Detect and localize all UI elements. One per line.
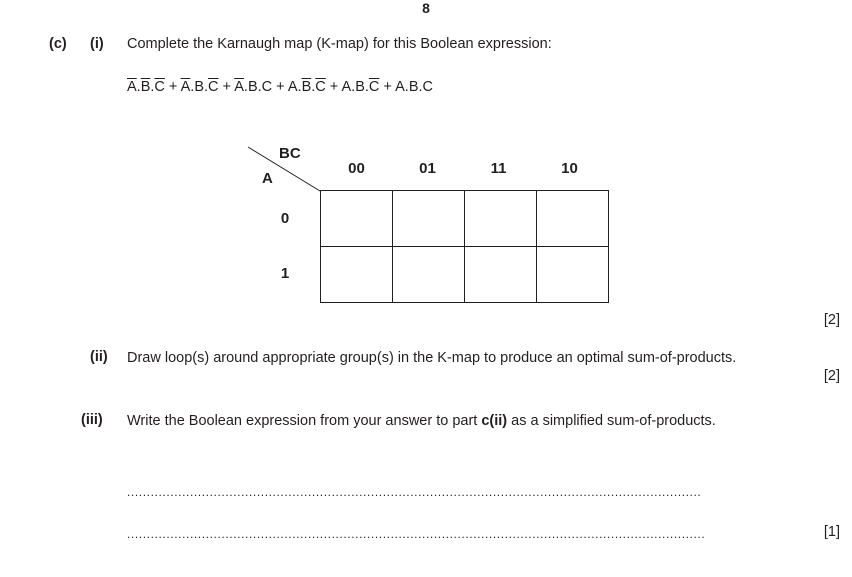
plus-operator: + <box>164 79 181 95</box>
variable-a: $\overline{A}$ <box>234 79 244 95</box>
and-dot: . <box>136 79 141 95</box>
variable-a: A <box>395 79 405 95</box>
variable-c: C <box>261 79 273 95</box>
and-dot: . <box>243 79 248 95</box>
variable-c: $\overline{C}$ <box>154 79 165 95</box>
kmap-row-1 <box>321 247 609 303</box>
sub-ii-marks: [2] <box>823 368 840 384</box>
plus-operator: + <box>272 79 288 95</box>
answer-line-2[interactable]: ................................................................................................................................................... <box>127 527 706 541</box>
variable-c: $\overline{C}$ <box>315 79 326 95</box>
product-term <box>127 79 165 95</box>
kmap-cell[interactable] <box>465 247 537 303</box>
variable-c: C <box>422 79 434 95</box>
kmap-cell[interactable] <box>537 247 609 303</box>
kmap-cell[interactable] <box>321 191 393 247</box>
kmap-cell[interactable] <box>321 247 393 303</box>
and-dot: . <box>190 79 195 95</box>
sub-i-marks: [2] <box>823 312 840 328</box>
plus-operator: + <box>379 79 396 95</box>
page-number: 8 <box>422 0 430 16</box>
kmap-row-header-1: 1 <box>280 265 290 282</box>
kmap-col-header-11: 11 <box>490 160 507 177</box>
and-dot: . <box>404 79 409 95</box>
plus-operator: + <box>325 79 342 95</box>
sub-iii-text <box>127 412 840 431</box>
plus-operator: + <box>218 79 235 95</box>
sub-iii-text-after: as a simplified sum-of-products. <box>507 413 716 429</box>
kmap-col-header-00: 00 <box>348 160 365 177</box>
variable-b: B <box>194 79 204 95</box>
product-term <box>288 79 326 95</box>
variable-a: A <box>341 79 352 95</box>
kmap-cell[interactable] <box>465 191 537 247</box>
variable-a: $\overline{A}$ <box>180 79 191 95</box>
variable-b: B <box>247 79 258 95</box>
kmap-col-variable-label: BC <box>279 145 301 162</box>
and-dot: . <box>297 79 302 95</box>
kmap-row-0 <box>321 191 609 247</box>
variable-a: $\overline{A}$ <box>127 79 137 95</box>
variable-b: B <box>355 79 365 95</box>
kmap-grid <box>320 190 609 303</box>
part-c-label: (c) <box>49 36 67 52</box>
sub-iii-label: (iii) <box>81 412 103 428</box>
variable-b: $\overline{B}$ <box>301 79 312 95</box>
variable-b: B <box>408 79 419 95</box>
and-dot: . <box>418 79 423 95</box>
kmap-col-header-01: 01 <box>419 160 436 177</box>
variable-c: $\overline{C}$ <box>368 79 380 95</box>
sub-i-instruction: Complete the Karnaugh map (K-map) for this Boolean expression: <box>127 36 552 52</box>
and-dot: . <box>257 79 262 95</box>
sub-iii-ref: c(ii) <box>481 413 508 429</box>
product-term <box>181 79 219 95</box>
and-dot: . <box>364 79 369 95</box>
and-dot: . <box>351 79 356 95</box>
sub-ii-text: Draw loop(s) around appropriate group(s) in the K-map to produce an optimal sum-of-products. <box>127 350 737 366</box>
karnaugh-map <box>230 140 610 320</box>
boolean-expression <box>127 79 433 95</box>
kmap-row-variable-label: A <box>262 170 273 187</box>
sub-iii-text-before: Write the Boolean expression from your answer to part <box>127 413 482 429</box>
kmap-cell[interactable] <box>537 191 609 247</box>
kmap-cell[interactable] <box>393 247 465 303</box>
sub-i-label: (i) <box>90 36 104 52</box>
variable-a: A <box>287 79 298 95</box>
variable-c: $\overline{C}$ <box>208 79 219 95</box>
kmap-col-header-10: 10 <box>561 160 578 177</box>
kmap-cell[interactable] <box>393 191 465 247</box>
and-dot: . <box>204 79 209 95</box>
kmap-row-header-0: 0 <box>280 210 290 227</box>
product-term <box>342 79 380 95</box>
and-dot: . <box>150 79 155 95</box>
product-term <box>395 79 433 95</box>
answer-line-1[interactable]: .................................................................................................................................................. <box>127 485 702 499</box>
sub-ii-label: (ii) <box>90 349 108 365</box>
sub-iii-marks: [1] <box>823 524 840 540</box>
variable-b: $\overline{B}$ <box>140 79 151 95</box>
and-dot: . <box>311 79 316 95</box>
product-term <box>234 79 272 95</box>
